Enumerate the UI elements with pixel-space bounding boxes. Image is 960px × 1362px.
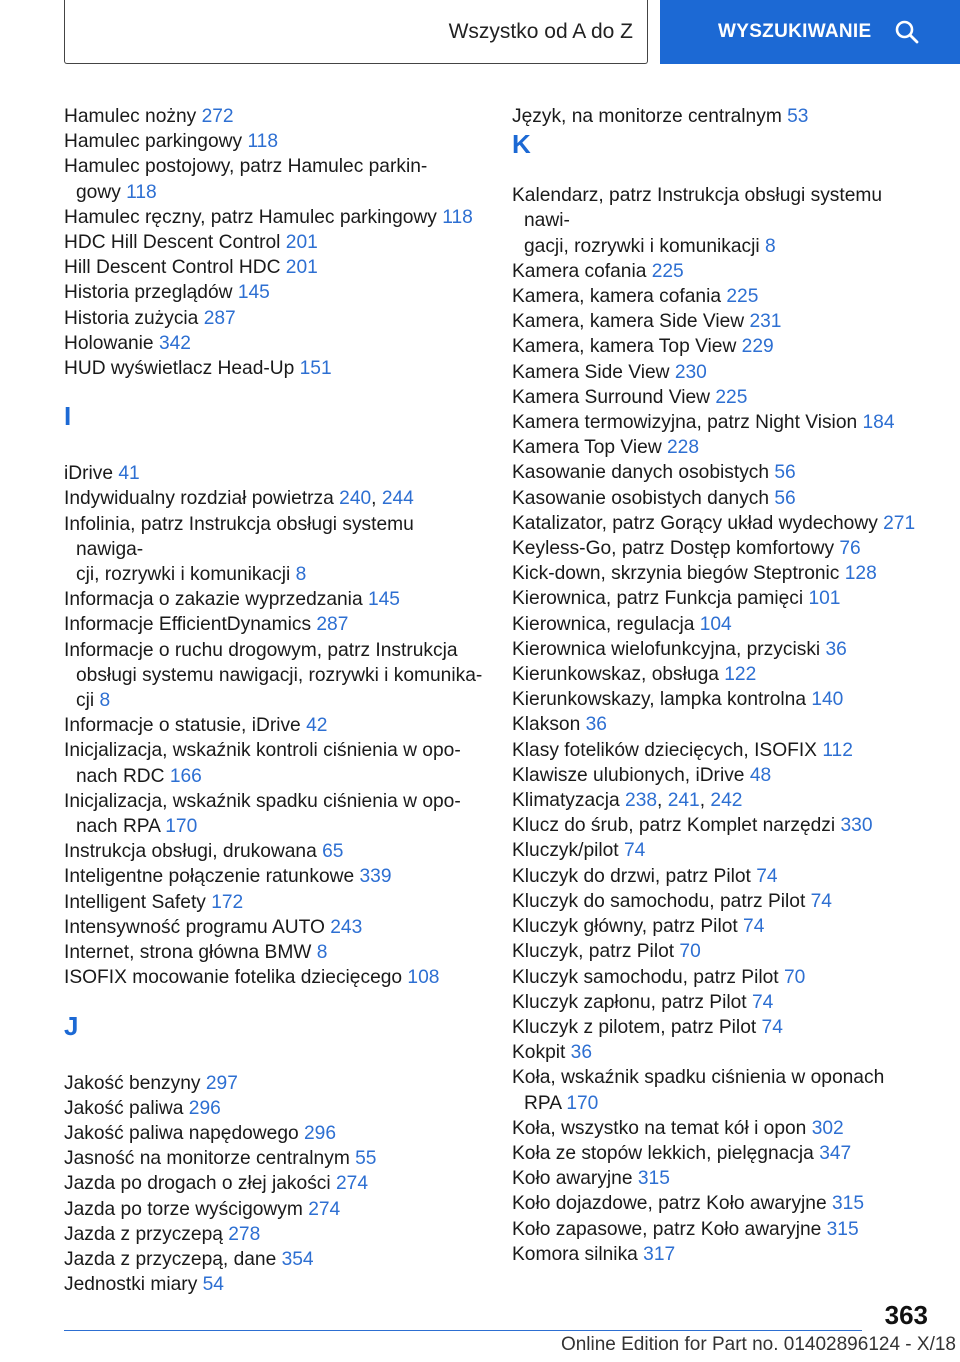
- page-link[interactable]: 170: [165, 816, 198, 838]
- index-entry-text: Holowanie: [64, 332, 159, 354]
- index-entry: [64, 255, 484, 280]
- index-entry: [512, 1217, 932, 1242]
- index-entry-text: Historia przeglądów: [64, 282, 238, 304]
- index-entry-text: Kasowanie osobistych danych: [512, 487, 775, 509]
- index-entry-text: Kierownica, patrz Funkcja pamięci: [512, 588, 809, 610]
- page-link[interactable]: 231: [749, 311, 782, 333]
- page-link[interactable]: 172: [211, 891, 244, 913]
- page-link[interactable]: 342: [158, 332, 191, 354]
- index-entry-text: iDrive: [64, 463, 119, 485]
- index-entry: [64, 154, 484, 204]
- index-entry: [512, 939, 932, 964]
- index-entry: [512, 712, 932, 737]
- index-entry-text: Inicjalizacja, wskaźnik spadku ciśnienia w opo‐ nach RPA: [64, 790, 461, 838]
- index-entry: [64, 915, 484, 940]
- section-letter: J: [64, 1010, 79, 1041]
- index-entry-text: Kick-down, skrzynia biegów Steptronic: [512, 563, 845, 585]
- page-link[interactable]: 241: [667, 790, 700, 812]
- index-column-right: [512, 104, 932, 1267]
- index-entry: [64, 965, 484, 990]
- page-link[interactable]: 238: [625, 790, 658, 812]
- index-entry: [64, 738, 484, 788]
- index-entry-text: Kalendarz, patrz Instrukcja obsługi systemu nawi‐ gacji, rozrywki i komunikacji: [512, 185, 883, 257]
- index-entry-text: Koła ze stopów lekkich, pielęgnacja: [512, 1142, 820, 1164]
- page-link[interactable]: 122: [724, 664, 757, 686]
- index-entry: [512, 1116, 932, 1141]
- page-link[interactable]: 36: [570, 1042, 593, 1064]
- index-entry: [512, 309, 932, 334]
- page-link[interactable]: 54: [202, 1274, 224, 1296]
- index-entry: [64, 1272, 484, 1297]
- index-entry-text: Klimatyzacja: [512, 790, 626, 812]
- index-entry: [512, 104, 932, 129]
- index-entry: [64, 512, 484, 588]
- index-entry-text: Jakość paliwa: [64, 1097, 189, 1119]
- index-entry-text: Koła, wskaźnik spadku ciśnienia w oponach RPA: [512, 1067, 885, 1114]
- page-link[interactable]: 315: [826, 1218, 859, 1240]
- page-link[interactable]: 70: [679, 941, 701, 963]
- index-entry: [512, 965, 932, 990]
- index-entry: [64, 1222, 484, 1247]
- section-letter: I: [64, 401, 72, 432]
- index-entry: [512, 259, 932, 284]
- index-entry: [512, 687, 932, 712]
- index-entry-text: Informacje o ruchu drogowym, patrz Instrukcja obsługi systemu nawigacji, rozrywki i komunika‐ cji: [64, 639, 483, 712]
- index-entry: [512, 536, 932, 561]
- index-entry-text: Kluczyk do samochodu, patrz Pilot: [512, 890, 811, 912]
- page-link[interactable]: 240: [339, 488, 372, 510]
- index-entry-text: Kamera termowizyjna, patrz Night Vision: [512, 412, 863, 434]
- page-link[interactable]: 74: [810, 890, 832, 912]
- page-link[interactable]: 225: [726, 286, 759, 308]
- index-entry: [64, 1071, 484, 1096]
- index-entry-text: Intelligent Safety: [64, 891, 212, 913]
- page-number: 363: [884, 1300, 928, 1330]
- index-entry-text: Informacje EfficientDynamics: [64, 614, 317, 636]
- page-link[interactable]: 274: [308, 1198, 341, 1220]
- index-entry: [512, 838, 932, 863]
- index-entry: [64, 129, 484, 154]
- page-link[interactable]: 74: [761, 1016, 783, 1038]
- page-link[interactable]: 166: [169, 765, 202, 787]
- index-entry: [64, 1096, 484, 1121]
- index-entry: [64, 1197, 484, 1222]
- page-link[interactable]: 339: [359, 866, 392, 888]
- page-link[interactable]: 118: [126, 181, 157, 203]
- index-entry: [64, 104, 484, 129]
- index-entry: [512, 1141, 932, 1166]
- page-link[interactable]: 242: [710, 790, 743, 812]
- page-link[interactable]: 76: [839, 538, 861, 560]
- index-entry-text: Kasowanie danych osobistych: [512, 462, 775, 484]
- index-entry: [512, 1191, 932, 1216]
- page-link[interactable]: 118: [442, 206, 473, 228]
- index-entry-text: Indywidualny rozdział powietrza: [64, 488, 340, 510]
- index-entry-text: Intensywność programu AUTO: [64, 916, 331, 938]
- index-entry: [512, 334, 932, 359]
- index-entry: [512, 914, 932, 939]
- page-link[interactable]: 36: [825, 638, 847, 660]
- index-entry: [64, 638, 484, 714]
- page-link[interactable]: 70: [783, 966, 806, 988]
- page-link[interactable]: 55: [355, 1148, 377, 1170]
- index-entry-text: Kluczyk samochodu, patrz Pilot: [512, 966, 784, 988]
- index-entry-text: Hill Descent Control HDC: [64, 257, 286, 279]
- index-entry: [64, 612, 484, 637]
- page-link[interactable]: 118: [247, 131, 279, 153]
- index-entry: [512, 763, 932, 788]
- page-link[interactable]: 145: [237, 282, 270, 304]
- page-link[interactable]: 170: [566, 1092, 599, 1114]
- footer-divider: [64, 1330, 862, 1331]
- index-entry: [64, 1171, 484, 1196]
- index-entry: [512, 284, 932, 309]
- index-entry-text: Internet, strona główna BMW: [64, 942, 317, 964]
- index-entry: [512, 738, 932, 763]
- index-entry-text: Katalizator, patrz Gorący układ wydechowy: [512, 512, 884, 534]
- page-link[interactable]: 8: [99, 690, 111, 712]
- index-entry-text: Kamera cofania: [512, 260, 652, 282]
- index-entry: [64, 486, 484, 511]
- page-link[interactable]: 8: [295, 564, 307, 586]
- page-link[interactable]: 101: [808, 588, 841, 610]
- page-link[interactable]: 297: [205, 1072, 238, 1094]
- page-link[interactable]: 296: [304, 1122, 337, 1144]
- index-entry: [64, 713, 484, 738]
- index-entry-text: Klucz do śrub, patrz Komplet narzędzi: [512, 815, 841, 837]
- page-link[interactable]: 56: [774, 462, 796, 484]
- index-entry-text: Inicjalizacja, wskaźnik kontroli ciśnienia w opo‐ nach RDC: [64, 740, 461, 787]
- index-entry-text: Komora silnika: [512, 1243, 644, 1265]
- page-link[interactable]: 272: [201, 106, 234, 127]
- page-link[interactable]: 74: [751, 991, 774, 1013]
- index-entry: [512, 813, 932, 838]
- page-separator: ,: [371, 488, 382, 510]
- index-entry-text: Informacja o zakazie wyprzedzania: [64, 589, 368, 611]
- index-entry-text: Kierunkowskaz, obsługa: [512, 664, 725, 686]
- index-entry: [512, 511, 932, 536]
- page-link[interactable]: 201: [285, 257, 318, 279]
- index-entry-text: Koło dojazdowe, patrz Koło awaryjne: [512, 1193, 832, 1215]
- page-link[interactable]: 243: [330, 916, 363, 938]
- page-link[interactable]: 74: [623, 840, 646, 862]
- index-entry: [512, 1242, 932, 1267]
- index-entry: [512, 410, 932, 435]
- index-entry-text: Instrukcja obsługi, drukowana: [64, 841, 323, 863]
- index-entry-text: Kamera, kamera Side View: [512, 311, 750, 333]
- index-entry-text: Kierunkowskazy, lampka kontrolna: [512, 689, 812, 711]
- index-entry-text: Klawisze ulubionych, iDrive: [512, 764, 750, 786]
- page-link[interactable]: 48: [749, 764, 772, 786]
- index-entry: [64, 280, 484, 305]
- page-separator: ,: [657, 790, 668, 812]
- index-entry-text: Kierownica wielofunkcyjna, przyciski: [512, 638, 826, 660]
- index-entry: [512, 183, 932, 259]
- page-link[interactable]: 347: [819, 1142, 852, 1164]
- page-link[interactable]: 145: [367, 589, 400, 611]
- page-link[interactable]: 271: [883, 512, 916, 534]
- index-entry: [512, 360, 932, 385]
- page-link[interactable]: 244: [381, 488, 414, 510]
- index-entry: [512, 385, 932, 410]
- page-link[interactable]: 287: [316, 614, 349, 636]
- index-entry: [512, 990, 932, 1015]
- index-entry: [512, 561, 932, 586]
- page-link[interactable]: 42: [306, 715, 328, 737]
- az-index-tab-label: Wszystko od A do Z: [448, 19, 633, 43]
- index-entry: [64, 890, 484, 915]
- page-link[interactable]: 53: [787, 106, 809, 127]
- page-link[interactable]: 315: [831, 1193, 864, 1215]
- index-entry-text: HDC Hill Descent Control: [64, 232, 286, 254]
- index-entry-text: Koła, wszystko na temat kół i opon: [512, 1117, 812, 1139]
- page-link[interactable]: 74: [743, 916, 765, 938]
- index-entry: [512, 1040, 932, 1065]
- page-link[interactable]: 74: [756, 865, 778, 887]
- page-link[interactable]: 317: [643, 1243, 676, 1265]
- page-link[interactable]: 140: [811, 689, 844, 711]
- page-link[interactable]: 112: [822, 739, 853, 761]
- footer-edition: Online Edition for Part no. 01402896124 - X/18: [560, 1334, 956, 1355]
- page-link[interactable]: 354: [281, 1248, 314, 1270]
- index-entry-text: Keyless-Go, patrz Dostęp komfortowy: [512, 538, 840, 560]
- search-icon: [894, 19, 920, 45]
- index-entry-text: Kluczyk zapłonu, patrz Pilot: [512, 991, 752, 1013]
- page-link[interactable]: 201: [285, 232, 318, 254]
- page-link[interactable]: 229: [741, 336, 774, 358]
- index-entry: [64, 1146, 484, 1171]
- index-entry-text: Klakson: [512, 714, 586, 736]
- section-letter: K: [512, 129, 531, 160]
- index-entry-text: Inteligentne połączenie ratunkowe: [64, 866, 360, 888]
- index-entry: [512, 612, 932, 637]
- index-entry: [512, 486, 932, 511]
- page-link[interactable]: 315: [637, 1168, 670, 1190]
- index-entry-text: Kluczyk do drzwi, patrz Pilot: [512, 865, 757, 887]
- index-entry: [64, 205, 484, 230]
- page-link[interactable]: 56: [774, 487, 796, 509]
- index-entry: [64, 230, 484, 255]
- page-link[interactable]: 65: [322, 841, 344, 863]
- index-entry: [512, 662, 932, 687]
- page-link[interactable]: 36: [585, 714, 607, 736]
- page-link[interactable]: 8: [764, 235, 776, 257]
- index-entry-text: Kamera, kamera Top View: [512, 336, 742, 358]
- page-link[interactable]: 296: [188, 1097, 221, 1119]
- index-entry-text: Informacje o statusie, iDrive: [64, 715, 307, 737]
- page-link[interactable]: 151: [299, 358, 332, 380]
- index-entry: [64, 940, 484, 965]
- index-entry: [512, 1015, 932, 1040]
- page-link[interactable]: 184: [862, 412, 895, 434]
- index-entry: [64, 789, 484, 839]
- index-entry: [64, 306, 484, 331]
- index-entry: [64, 461, 484, 486]
- search-tab[interactable]: [660, 0, 960, 64]
- page-link[interactable]: 230: [674, 361, 707, 383]
- index-entry-text: Jazda z przyczepą, dane: [64, 1248, 282, 1270]
- index-entry-text: Kamera Surround View: [512, 386, 716, 408]
- index-column-left: [64, 104, 484, 1297]
- index-entry-text: Kamera, kamera cofania: [512, 286, 727, 308]
- index-entry: [64, 1247, 484, 1272]
- index-entry-text: Hamulec nożny: [64, 106, 202, 127]
- index-entry-text: Kamera Top View: [512, 437, 668, 459]
- index-entry: [512, 460, 932, 485]
- page-separator: ,: [699, 790, 711, 812]
- index-entry-text: Jednostki miary: [64, 1274, 203, 1296]
- page-link[interactable]: 104: [699, 613, 732, 635]
- index-entry-text: Klasy fotelików dziecięcych, ISOFIX: [512, 739, 823, 761]
- index-entry: [512, 586, 932, 611]
- page-link[interactable]: 128: [844, 563, 877, 585]
- index-entry-text: Jazda po drogach o złej jakości: [64, 1173, 336, 1195]
- index-entry: [64, 356, 484, 381]
- search-tab-label: WYSZUKIWANIE: [718, 21, 872, 42]
- index-entry: [64, 587, 484, 612]
- az-index-tab[interactable]: [64, 0, 648, 64]
- index-entry: [512, 435, 932, 460]
- page-link[interactable]: 41: [118, 463, 140, 485]
- page-link[interactable]: 228: [667, 437, 700, 459]
- index-entry-text: Kluczyk/pilot: [512, 840, 624, 862]
- page-link[interactable]: 225: [651, 260, 684, 282]
- index-entry: [512, 637, 932, 662]
- index-entry-text: Kokpit: [512, 1042, 571, 1064]
- page-link[interactable]: 8: [316, 942, 328, 964]
- index-entry-text: Koło awaryjne: [512, 1168, 638, 1190]
- index-entry: [64, 864, 484, 889]
- index-entry-text: Jakość benzyny: [64, 1072, 206, 1094]
- index-entry: [64, 331, 484, 356]
- index-entry-text: HUD wyświetlacz Head-Up: [64, 358, 300, 380]
- index-entry: [64, 839, 484, 864]
- index-entry: [512, 1065, 932, 1115]
- page-link[interactable]: 287: [203, 307, 236, 329]
- index-entry-text: Język, na monitorze centralnym: [512, 106, 788, 127]
- page-link[interactable]: 274: [335, 1173, 368, 1195]
- index-entry-text: Kluczyk, patrz Pilot: [512, 941, 680, 963]
- index-entry: [512, 889, 932, 914]
- index-entry-text: Jazda z przyczepą: [64, 1223, 229, 1245]
- index-entry-text: Kierownica, regulacja: [512, 613, 700, 635]
- index-entry: [512, 1166, 932, 1191]
- page-link[interactable]: 225: [715, 386, 748, 408]
- index-entry-text: Koło zapasowe, patrz Koło awaryjne: [512, 1218, 827, 1240]
- index-entry: [512, 788, 932, 813]
- index-entry-text: Historia zużycia: [64, 307, 204, 329]
- page-link[interactable]: 302: [811, 1117, 844, 1139]
- index-entry-text: Kluczyk z pilotem, patrz Pilot: [512, 1016, 762, 1038]
- index-entry: [512, 864, 932, 889]
- index-entry-text: Hamulec ręczny, patrz Hamulec parkingowy: [64, 206, 443, 228]
- index-entry-text: Infolinia, patrz Instrukcja obsługi systemu nawiga‐ cji, rozrywki i komunikacji: [64, 513, 414, 586]
- page-link[interactable]: 108: [407, 967, 440, 989]
- index-entry-text: Hamulec postojowy, patrz Hamulec parkin‐ gowy: [64, 156, 428, 203]
- index-entry-text: Kamera Side View: [512, 361, 675, 383]
- index-entry-text: Hamulec parkingowy: [64, 131, 248, 153]
- index-entry-text: Kluczyk główny, patrz Pilot: [512, 916, 744, 938]
- index-entry-text: ISOFIX mocowanie fotelika dziecięcego: [64, 967, 408, 989]
- index-entry-text: Jakość paliwa napędowego: [64, 1122, 305, 1144]
- index-entry: [64, 1121, 484, 1146]
- page-link[interactable]: 330: [840, 815, 873, 837]
- index-entry-text: Jasność na monitorze centralnym: [64, 1148, 356, 1170]
- index-entry-text: Jazda po torze wyścigowym: [64, 1198, 309, 1220]
- page-link[interactable]: 278: [228, 1223, 261, 1245]
